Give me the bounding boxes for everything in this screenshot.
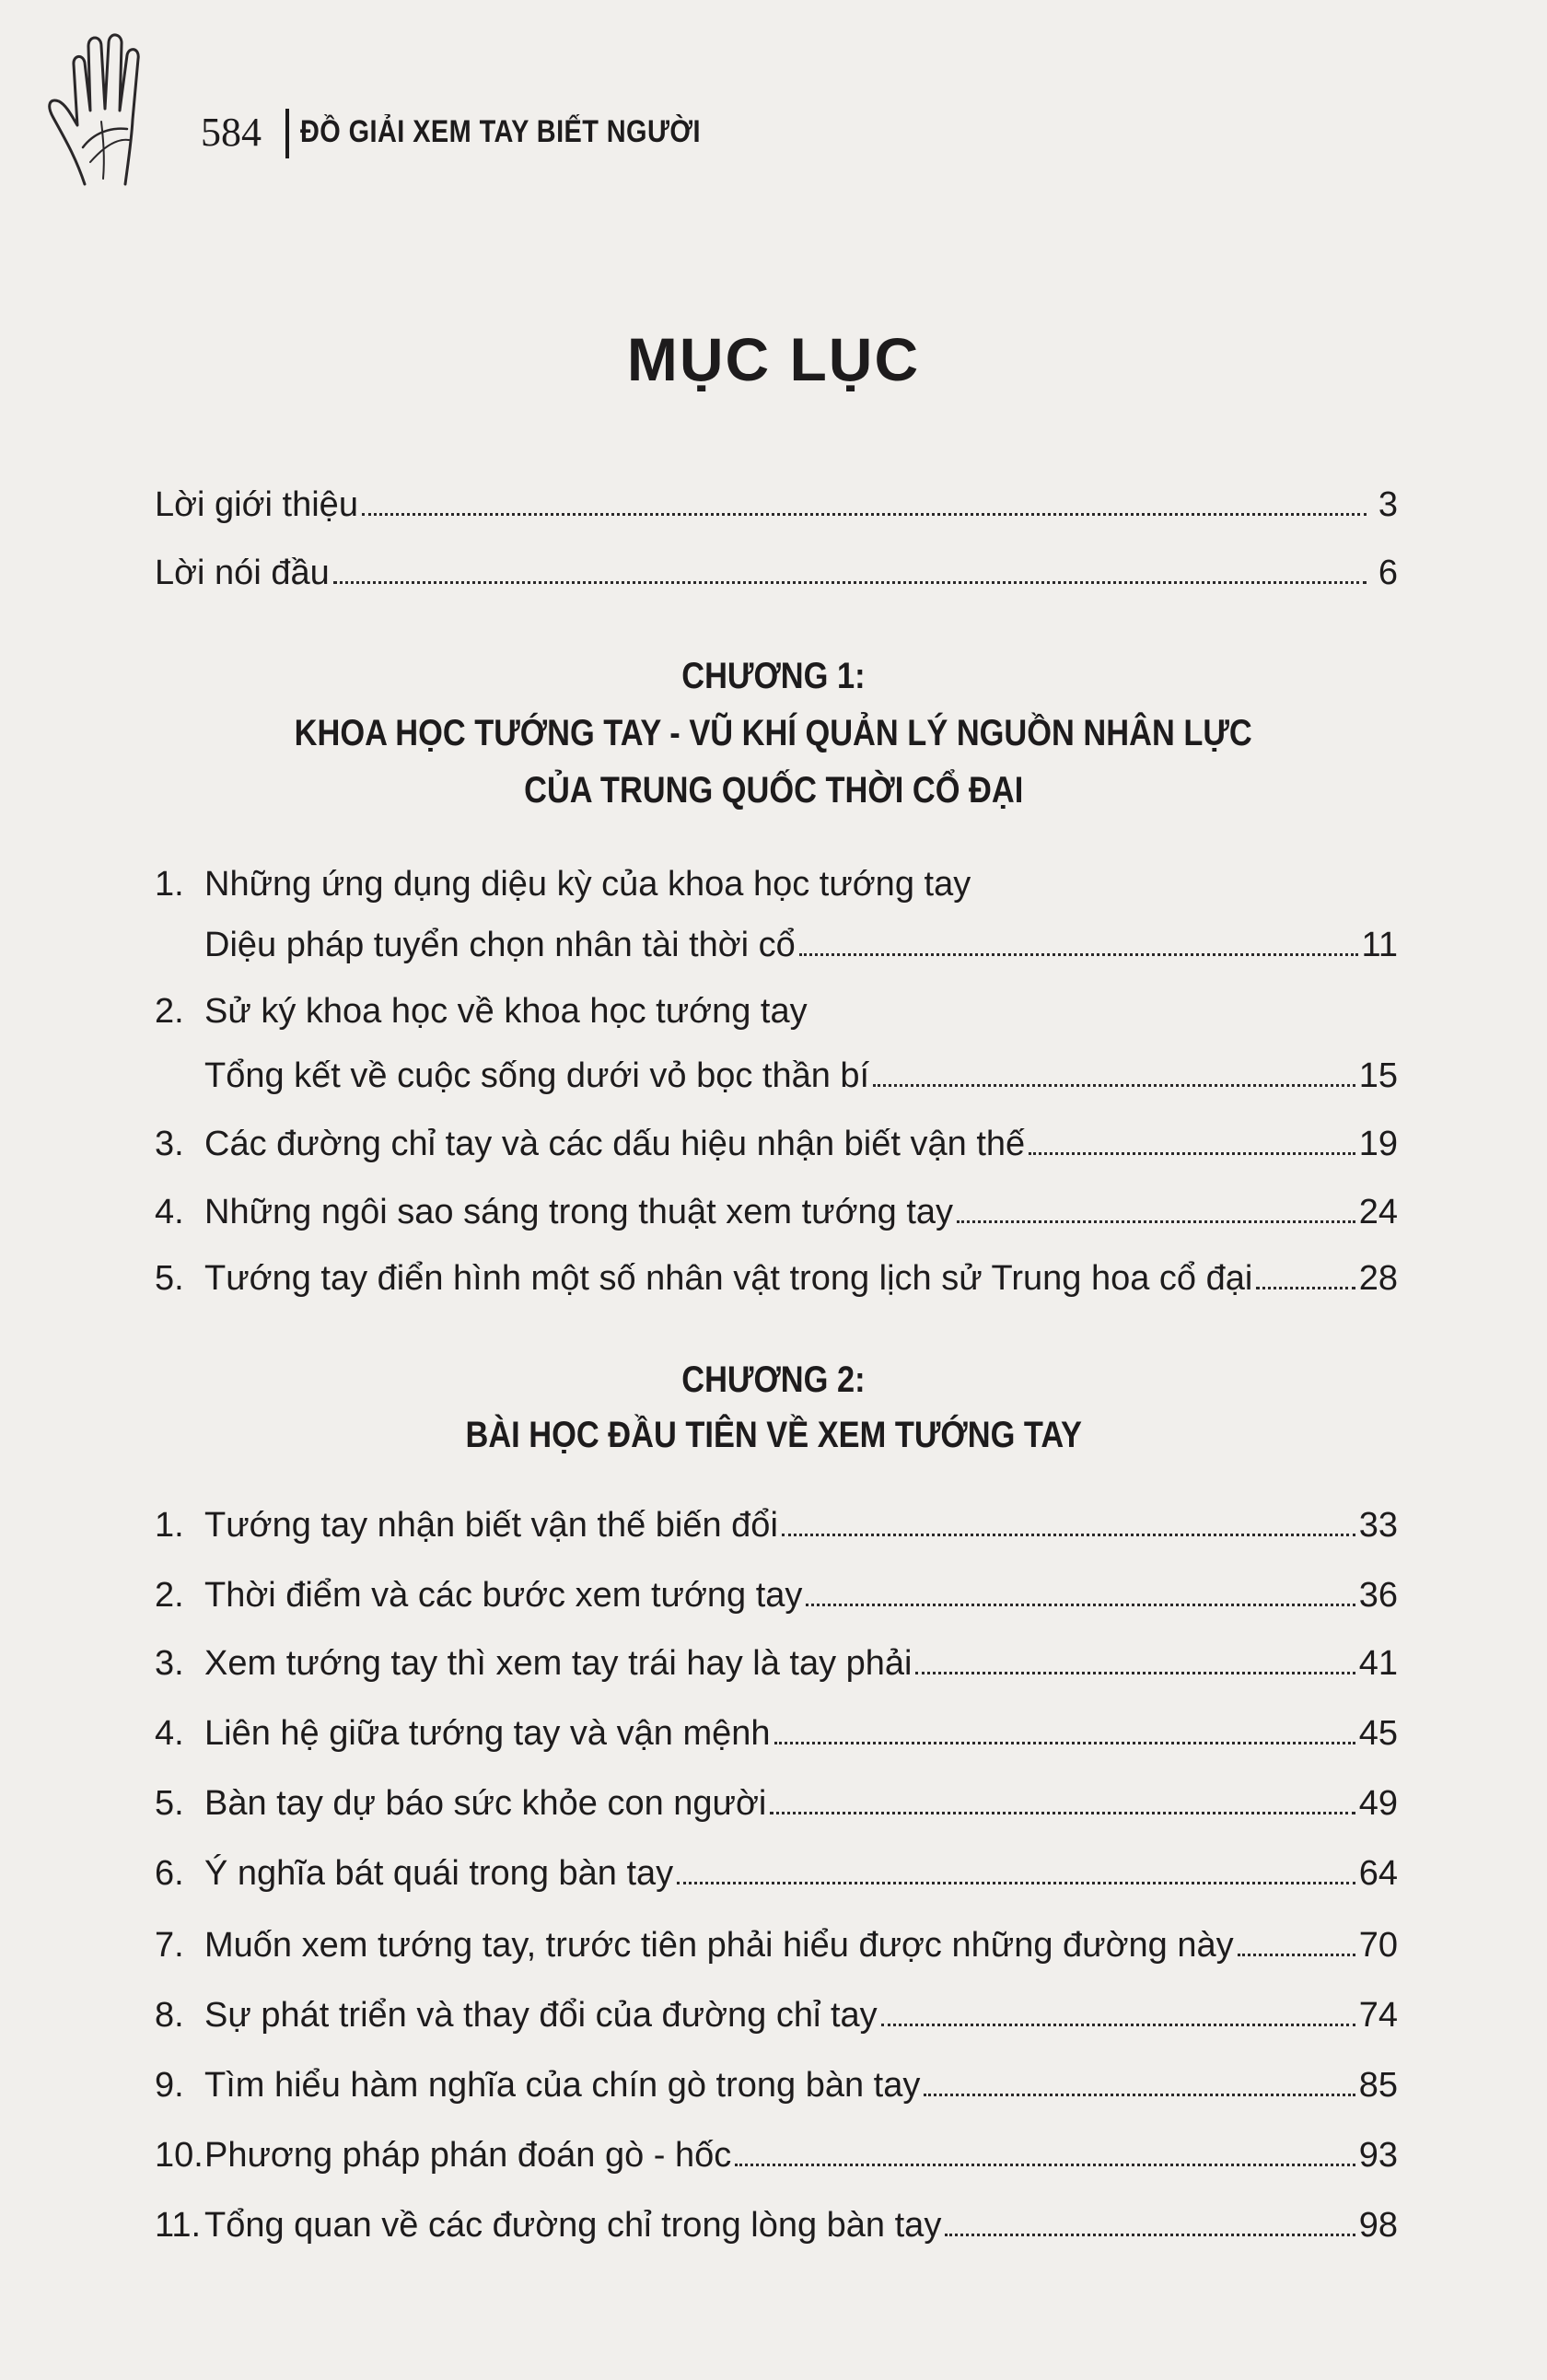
toc-entry-title: Những ngôi sao sáng trong thuật xem tướng tay [204,1193,954,1231]
toc-entry-number: 6. [155,1854,184,1893]
dot-leader [677,1882,1355,1884]
toc-entry-subtitle: Diệu pháp tuyển chọn nhân tài thời cổ [204,926,796,964]
toc-entry[interactable] [155,473,1398,525]
dot-leader [957,1220,1355,1223]
toc-entry[interactable] [155,2124,1398,2176]
dot-leader [782,1534,1355,1536]
dot-leader [774,1742,1355,1744]
dot-leader [770,1812,1355,1814]
toc-entry-title: Lời giới thiệu [155,485,358,524]
toc-entry-title: Sử ký khoa học về khoa học tướng tay [204,992,808,1031]
toc-entry-page: 19 [1358,1125,1398,1163]
toc-entry-page: 36 [1358,1576,1398,1615]
toc-entry-title: Sự phát triển và thay đổi của đường chỉ tay [204,1996,878,2035]
dot-leader [881,2024,1355,2026]
toc-entry-title: Muốn xem tướng tay, trước tiên phải hiểu được những đường này [204,1926,1234,1965]
toc-entry[interactable] [155,1772,1398,1824]
toc-entry-number: 3. [155,1125,184,1163]
toc-entry-number: 1. [155,1506,184,1545]
toc-entry-subtitle-row[interactable] [204,914,1398,965]
toc-entry-page: 3 [1378,485,1398,524]
toc-entry[interactable] [155,853,1398,904]
toc-entry-page: 41 [1358,1644,1398,1683]
toc-entry-number: 3. [155,1644,184,1683]
dot-leader [1238,1954,1355,1956]
toc-entry[interactable] [155,1494,1398,1546]
toc-entry-page: 49 [1358,1784,1398,1823]
toc-entry-title: Tướng tay nhận biết vận thế biến đổi [204,1506,778,1545]
toc-entry-page: 85 [1358,2066,1398,2105]
toc-entry[interactable] [155,2194,1398,2246]
toc-entry-number: 4. [155,1714,184,1753]
toc-entry-number: 10. [155,2136,204,2175]
dot-leader [1029,1152,1355,1155]
chapter-title: CỦA TRUNG QUỐC THỜI CỔ ĐẠI [523,770,1024,811]
toc-entry-page: 98 [1358,2206,1398,2245]
toc-entry-subtitle: Tổng kết về cuộc sống dưới vỏ bọc thần bí [204,1056,870,1095]
toc-entry-number: 8. [155,1996,184,2035]
toc-entry-page: 64 [1358,1854,1398,1893]
toc-entry[interactable] [155,1113,1398,1164]
chapter-title: BÀI HỌC ĐẦU TIÊN VỀ XEM TƯỚNG TAY [465,1415,1082,1455]
palm-hand-icon [37,9,184,193]
toc-entry[interactable] [155,1181,1398,1232]
toc-entry[interactable] [155,1914,1398,1966]
dot-leader [362,513,1367,516]
toc-entry-title: Tổng quan về các đường chỉ trong lòng bàn tay [204,2206,942,2245]
toc-entry-title: Các đường chỉ tay và các dấu hiệu nhận biết vận thế [204,1125,1026,1163]
toc-entry[interactable] [155,980,1398,1032]
dot-leader [806,1604,1355,1606]
toc-entry-page: 6 [1378,554,1398,592]
toc-entry-title: Lời nói đầu [155,554,330,592]
chapter-label: CHƯƠNG 1: [681,656,866,696]
toc-entry-page: 74 [1358,1996,1398,2035]
toc-entry[interactable] [155,1842,1398,1894]
toc-entry-number: 2. [155,992,184,1031]
dot-leader [945,2234,1355,2236]
toc-entry-title: Tướng tay điển hình một số nhân vật trong lịch sử Trung hoa cổ đại [204,1259,1253,1298]
toc-entry-number: 2. [155,1576,184,1615]
chapter-title: KHOA HỌC TƯỚNG TAY - VŨ KHÍ QUẢN LÝ NGUỒN NHÂN LỰC [294,713,1253,753]
toc-entry[interactable] [155,1247,1398,1299]
toc-title: MỤC LỤC [626,325,921,393]
toc-entry-title: Bàn tay dự báo sức khỏe con người [204,1784,767,1823]
toc-entry[interactable] [155,1702,1398,1754]
book-title: ĐỒ GIẢI XEM TAY BIẾT NGƯỜI [300,114,701,149]
toc-entry-title: Liên hệ giữa tướng tay và vận mệnh [204,1714,771,1753]
toc-entry-page: 24 [1358,1193,1398,1231]
toc-entry-page: 28 [1358,1259,1398,1298]
page-number: 584 [201,110,262,155]
dot-leader [735,2164,1355,2166]
toc-entry-title: Tìm hiểu hàm nghĩa của chín gò trong bàn tay [204,2066,921,2105]
toc-entry[interactable] [155,1984,1398,2036]
dot-leader [915,1672,1355,1674]
toc-entry-number: 5. [155,1259,184,1298]
dot-leader [873,1084,1355,1087]
toc-entry-page: 11 [1361,926,1398,964]
toc-entry-title: Những ứng dụng diệu kỳ của khoa học tướng tay [204,865,971,904]
header-divider [285,109,289,158]
dot-leader [1256,1287,1355,1289]
toc-entry[interactable] [155,1564,1398,1616]
toc-entry-number: 7. [155,1926,184,1965]
toc-entry-page: 70 [1358,1926,1398,1965]
toc-entry[interactable] [155,1632,1398,1684]
toc-entry-number: 11. [155,2206,202,2245]
chapter-label: CHƯƠNG 2: [681,1359,866,1400]
toc-entry-page: 93 [1358,2136,1398,2175]
toc-entry-title: Thời điểm và các bước xem tướng tay [204,1576,803,1615]
toc-entry-page: 33 [1358,1506,1398,1545]
dot-leader [799,953,1358,956]
toc-entry-number: 1. [155,865,184,904]
toc-entry-title: Xem tướng tay thì xem tay trái hay là tay phải [204,1644,913,1683]
toc-entry-page: 45 [1358,1714,1398,1753]
toc-entry[interactable] [155,542,1398,593]
toc-entry-number: 5. [155,1784,184,1823]
toc-entry-title: Ý nghĩa bát quái trong bàn tay [204,1854,674,1893]
toc-entry-number: 9. [155,2066,184,2105]
toc-entry-number: 4. [155,1193,184,1231]
toc-entry[interactable] [155,2054,1398,2106]
toc-entry-subtitle-row[interactable] [204,1044,1398,1096]
dot-leader [333,581,1367,584]
toc-entry-page: 15 [1358,1056,1398,1095]
toc-entry-title: Phương pháp phán đoán gò - hốc [204,2136,732,2175]
dot-leader [924,2094,1355,2096]
